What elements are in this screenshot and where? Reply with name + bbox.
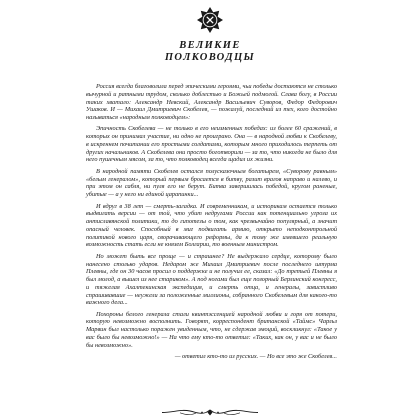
paragraph-funeral: Похороны белого генерала стали квинтэссенцией народной любви и горя от потери, которую невозможно восполнить. Говорят, корреспондент британской «Таймс» Чарльз Марвин был настолько поражен увиденным, что, не сдержав эмоций, воскликнул: «Такое у вас было бы невозможно!» — На что ему кто-то ответил: «Таких, как он, у вас и не было бы невозможно».	[86, 310, 337, 349]
paragraph-heart: Но может быть все проще — и страшнее? Не выдержало сердце, которому было нанесено столько ударов. Недаром же Михаил Дмитриевич после последнего штурма Плевны, где он 30 часов просил о поддержке и не получил ее, сказал: «До третьей Плевны я был молод, а вышел из нее стариком». А под ногами был еще позорный Берлинский конгресс, и тяжелая Ахалтекинская экспедиция, и смерть отца, и генералы, завистливо спрашивавшие — неужели за положенные миллионы, собранного Скобелевым для какого-то важного дела...	[86, 252, 337, 307]
paragraph-epic: Эпичность Скобелева — не только в его неизменных победах: из более 60 сражений, в которых он принимал участие, ни одно не проиграно. Она — в народной любви к Скобелеву, в искреннем почитании его простыми солдатами, которым много приходилось терпеть от других начальников. А Скобелева они просто боготворили — за то, что никогда не было для него пушечным мясом, за то, что полководец всегда щадил их жизни.	[86, 125, 337, 164]
paragraph-death: И вдруг в 38 лет — смерть-загадка. И современникам, и историкам остается только выдвигать версии — от той, что убит недругами России как потенциально угроза их антиславянской политики, то до гипотезы о том, как чрезвычайно популярный, а значит опасный человек. Способный в миг подвигать армию, открыто неподконтрольной политикой нового царя, сворачивающего реформы, да к тому же имевшего реальную возможность стать если не князем Болгарии, то военным министром.	[86, 202, 337, 249]
paragraph-legend: В народной памяти Скобелев остался полусказочным богатырем, «Суворову равным» «белым генералом», который первым бросается в битву, разит врагов направо и налево, и при этом он сабля, ни пуля его не берут. Битва завершилась победой, кругом раненые, убитые — а у него ни единой царапинки...	[86, 167, 337, 199]
section-title-line2: ПОЛКОВОДЦЫ	[164, 52, 256, 63]
scroll-ornament-icon	[160, 408, 260, 417]
section-title-line1: ВЕЛИКИЕ	[179, 40, 241, 51]
article-body	[86, 83, 337, 365]
paragraph-intro: Россия всегда благоволила перед эпическими героями, чьи победы достаются не столько вычурной и ратными трудом, сколько доблестью и Божьей подмогой. Слава богу, в России таких хватало: Александр Невский, Александр Васильевич Суворов, Федор Федорович Ушаков. И — Михаил Дмитриевич Скобелев, — пожалуй, последний из тех, кого достойно называться «народным полководцем»:	[86, 83, 337, 121]
closing-line: — ответил кто-то из русских. — Но все это же Скобелев...	[174, 353, 337, 361]
star-seal-icon	[196, 6, 224, 34]
